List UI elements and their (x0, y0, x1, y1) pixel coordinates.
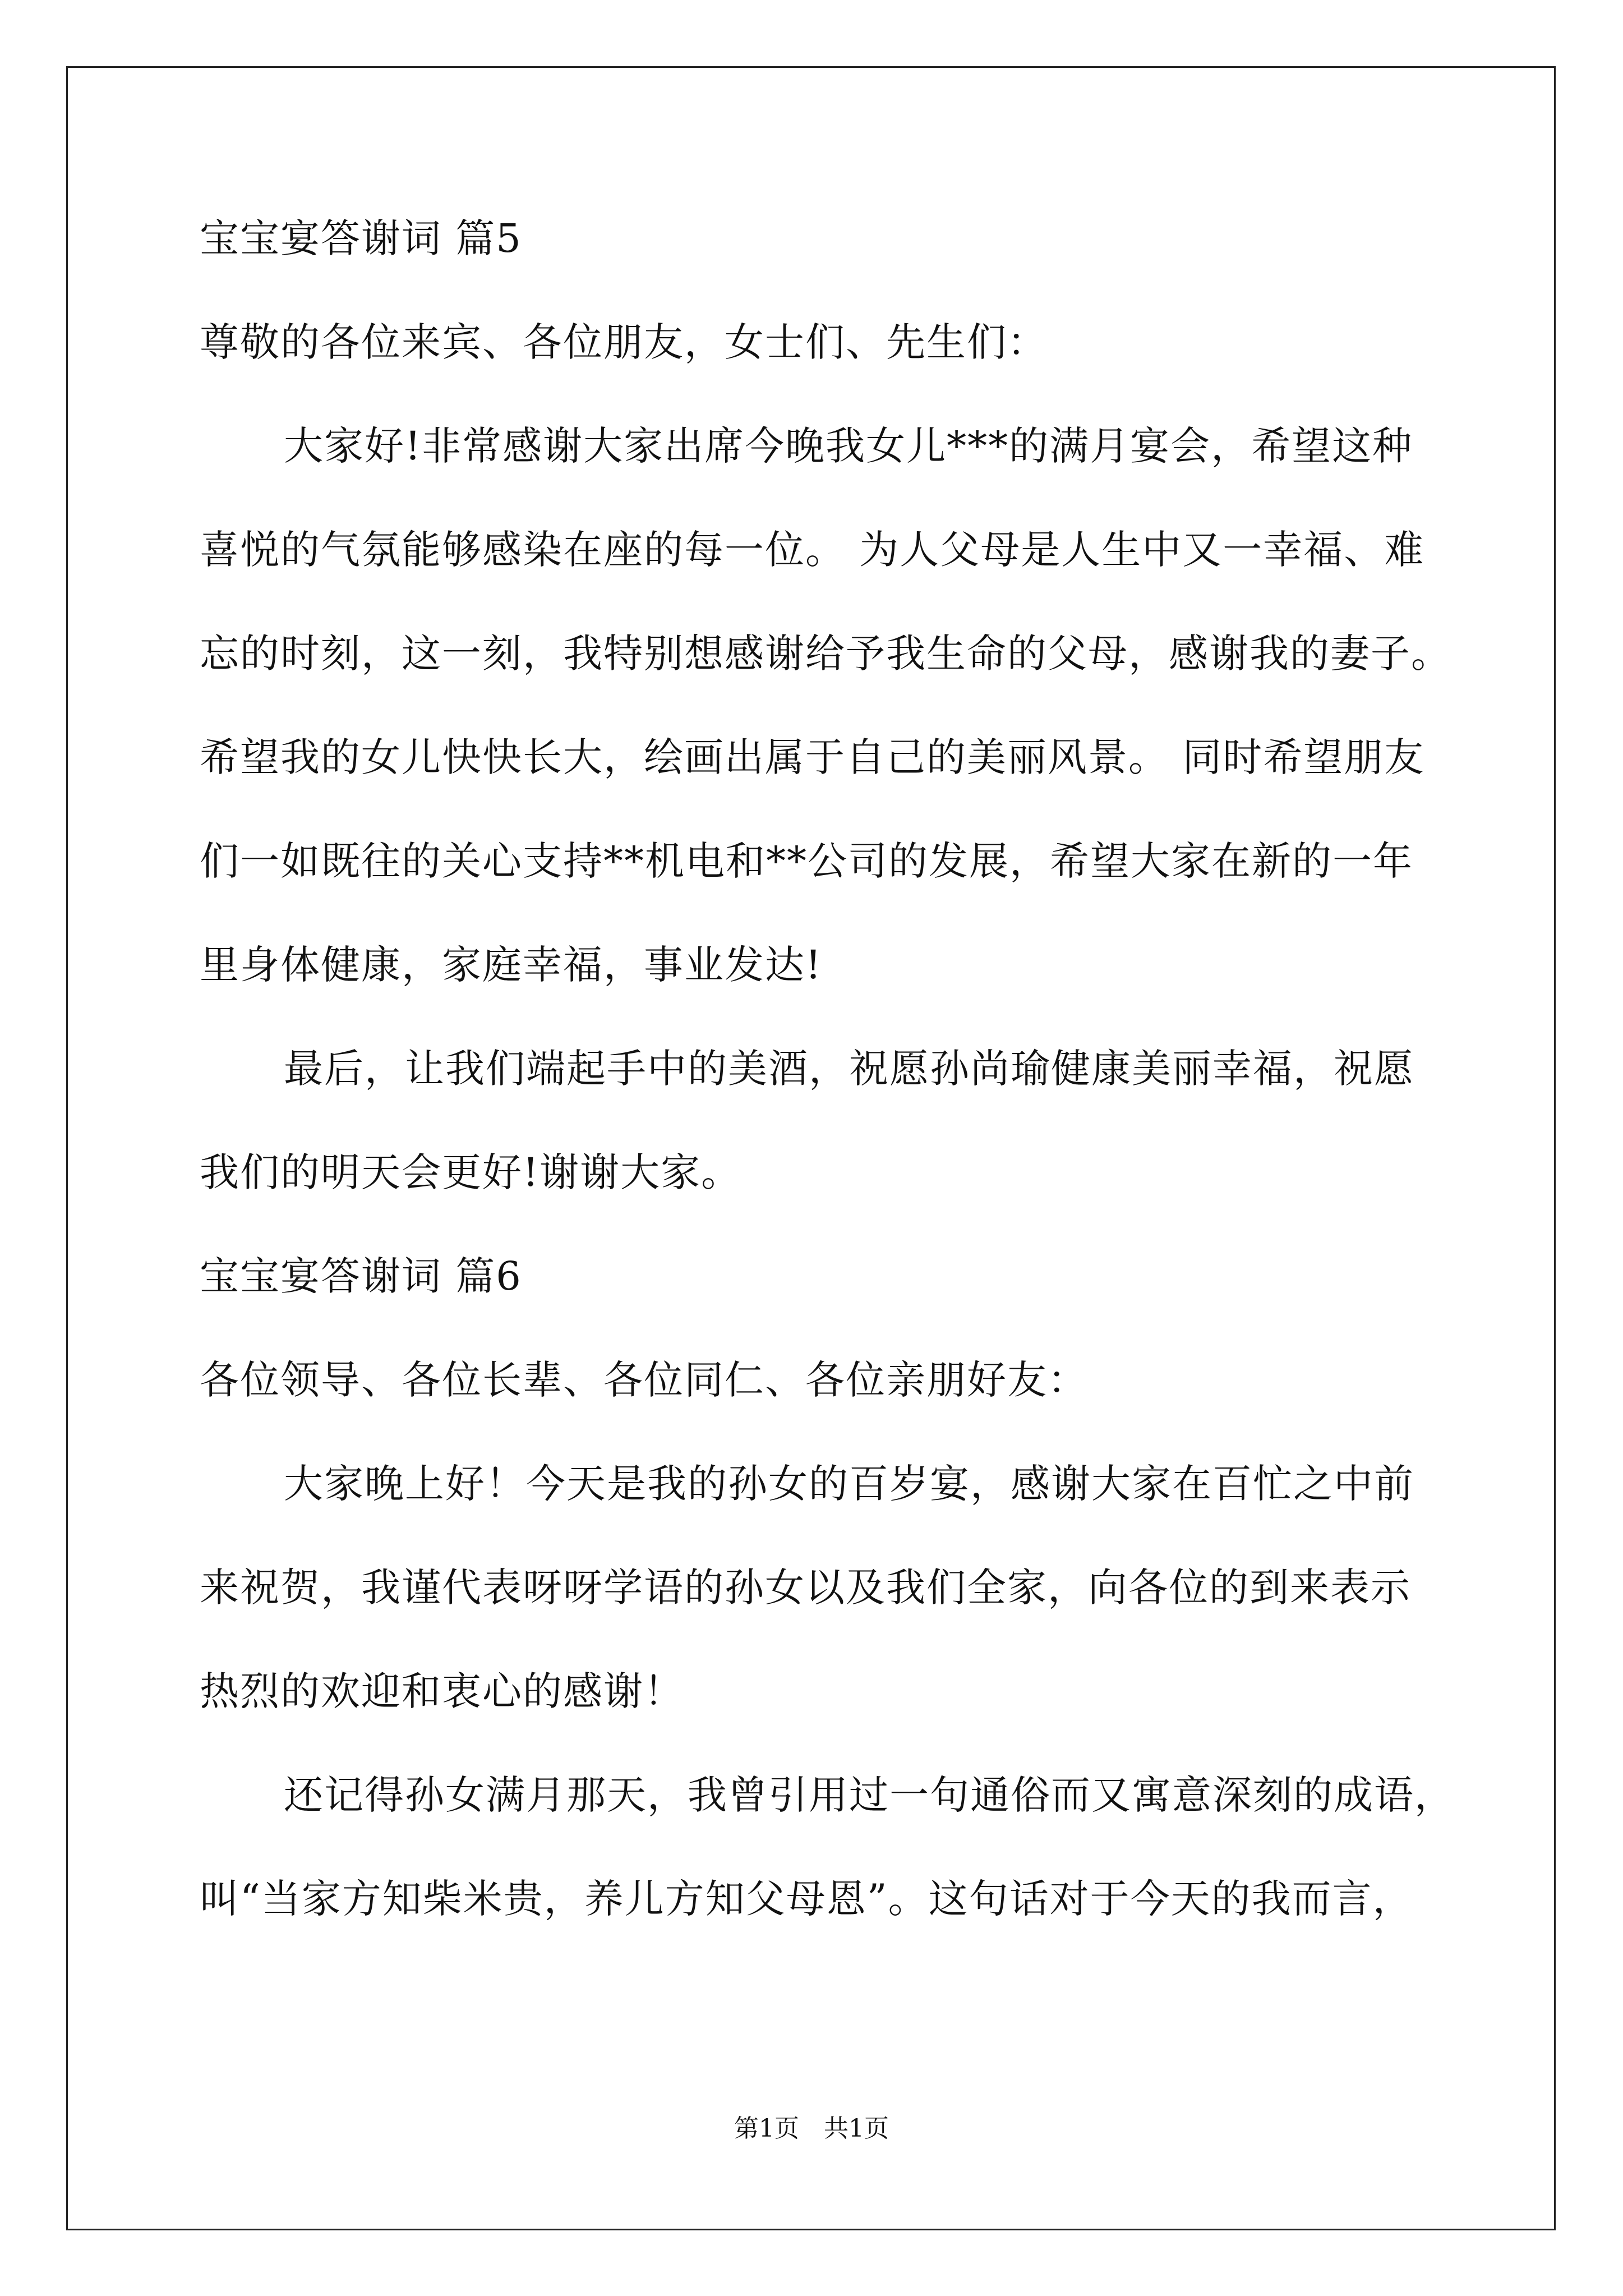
paragraph-line: 喜悦的气氛能够感染在座的每一位。 为人父母是人生中又一幸福、难 (200, 527, 1425, 573)
paragraph-line: 来祝贺，我谨代表呀呀学语的孙女以及我们全家，向各位的到来表示 (200, 1565, 1411, 1611)
section-heading: 宝宝宴答谢词 篇5 (200, 215, 522, 261)
salutation: 尊敬的各位来宾、各位朋友，女士们、先生们： (200, 319, 1048, 365)
paragraph-line: 忘的时刻，这一刻，我特别想感谢给予我生命的父母，感谢我的妻子。 (200, 631, 1451, 677)
paragraph-line: 希望我的女儿快快长大，绘画出属于自己的美丽风景。 同时希望朋友 (200, 734, 1425, 780)
paragraph-line: 我们的明天会更好!谢谢大家。 (200, 1149, 742, 1195)
section-heading: 宝宝宴答谢词 篇6 (200, 1253, 522, 1299)
page-number: 第1页 共1页 (734, 2114, 889, 2143)
paragraph-line: 最后，让我们端起手中的美酒，祝愿孙尚瑜健康美丽幸福，祝愿 (284, 1046, 1414, 1092)
paragraph-line: 叫“当家方知柴米贵，养儿方知父母恩”。这句话对于今天的我而言， (200, 1876, 1413, 1922)
paragraph-line: 们一如既往的关心支持**机电和**公司的发展，希望大家在新的一年 (200, 838, 1413, 884)
salutation: 各位领导、各位长辈、各位同仁、各位亲朋好友： (200, 1357, 1088, 1403)
paragraph-line: 热烈的欢迎和衷心的感谢！ (200, 1668, 684, 1714)
paragraph-line: 还记得孙女满月那天，我曾引用过一句通俗而又寓意深刻的成语， (284, 1772, 1455, 1818)
paragraph-line: 大家晚上好！今天是我的孙女的百岁宴，感谢大家在百忙之中前 (284, 1461, 1414, 1507)
paragraph-line: 大家好!非常感谢大家出席今晚我女儿***的满月宴会，希望这种 (284, 423, 1413, 469)
page-footer (0, 2113, 1623, 2145)
paragraph-line: 里身体健康，家庭幸福，事业发达! (200, 942, 823, 988)
